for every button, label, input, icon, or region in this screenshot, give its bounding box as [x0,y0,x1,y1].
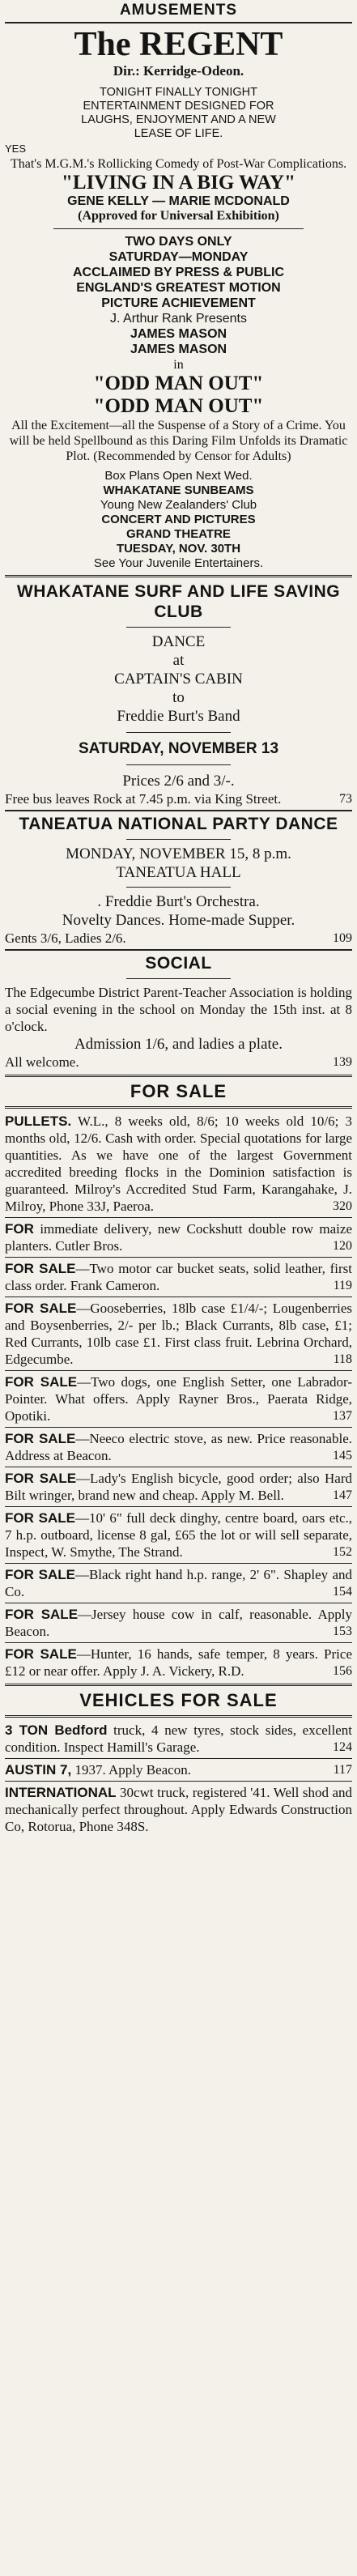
text-line: JAMES MASON [130,343,227,356]
orchestra-line: . Freddie Burt's Orchestra. [97,893,260,910]
classified-ad [5,1606,352,1640]
ad-number: 120 [333,1239,352,1253]
tonight-block [5,86,352,141]
classified-ad [5,1430,352,1464]
divider [126,978,231,979]
divider [5,1075,352,1077]
welcome-row [5,1054,352,1071]
ad-text: immediate delivery, new Cockshutt double row maize planters. Cutler Bros. [5,1221,352,1254]
ad-text: —Hunter, 16 hands, safe temper, 8 years. Price £12 or near offer. Apply J. A. Vickery, R.D. [5,1646,352,1679]
text-line: JAMES MASON [130,327,227,341]
film-description: All the Excitement—all the Suspense of a Story of a Crime. You will be held Spellbound as this Daring Film Unfolds its Dramatic Plot. (Recommended by Censor for Adults) [9,419,348,463]
box-plans-block [5,469,352,571]
divider [5,1506,352,1507]
ad-number: 117 [333,1763,352,1777]
text-line: at [172,652,185,669]
for-sale-list [5,1113,352,1680]
text-line: ACCLAIMED BY PRESS & PUBLIC [72,266,285,279]
divider [5,1715,352,1718]
text-line: GRAND THEATRE [126,527,231,541]
divider [5,1563,352,1564]
text-line: WHAKATANE SUNBEAMS [103,483,254,497]
text-line: DANCE [151,633,206,650]
theatre-name: The REGENT [74,26,283,63]
divider [126,732,231,733]
ad-number: 156 [333,1664,352,1678]
prices-line: Gents 3/6, Ladies 2/6. [5,930,126,946]
divider [5,1427,352,1428]
ad-heading: FOR SALE [5,1567,75,1582]
divider [5,810,352,811]
text-line: in [173,358,184,372]
ad-text: —Lady's English bicycle, good order; also Hard Bilt wringer, brand new and cheap. Apply M. Bell. [5,1471,352,1503]
classified-ad [5,1113,352,1215]
text-line: Box Plans Open Next Wed. [104,469,253,483]
classified-ad [5,1566,352,1600]
ad-number: 152 [333,1545,352,1559]
ad-number: 147 [333,1488,352,1502]
social-text: The Edgecumbe District Parent-Teacher Association is holding a social evening in the school on Monday the 15th inst. at 8 o'clock. [5,985,352,1034]
ad-heading: FOR SALE [5,1301,77,1316]
film-title: "ODD MAN OUT" [93,395,264,417]
text-line: J. Arthur Rank Presents [110,312,247,326]
ad-text: truck, 4 new tyres, stock sides, excellent condition. Inspect Hamill's Garage. [5,1722,352,1755]
ad-text: 30cwt truck, registered '41. Well shod and mechanically perfect throughout. Apply Edwards Construction Co, Rotorua, Phone 348S. [5,1785,352,1834]
ad-number: 73 [339,792,352,806]
welcome-line: All welcome. [5,1054,79,1070]
ad-heading: PULLETS. [5,1113,72,1129]
ad-heading: FOR SALE [5,1261,76,1276]
ad-text: —Black right hand h.p. range, 2' 6". Shapley and Co. [5,1567,352,1599]
ad-number: 139 [333,1055,352,1069]
classified-ad [5,1220,352,1254]
divider [126,627,231,628]
ad-heading: FOR SALE [5,1646,77,1662]
yes-line: YES [5,143,27,155]
stars-line: GENE KELLY — MARIE MCDONALD [67,194,290,208]
classified-ad [5,1470,352,1504]
ad-text: 1937. Apply Beacon. [71,1762,191,1778]
divider [5,1642,352,1643]
ad-heading: FOR SALE [5,1471,77,1486]
vehicles-list [5,1722,352,1835]
text-line: Young New Zealanders' Club [100,498,257,512]
hall-line: TANEATUA HALL [116,864,241,881]
director-line: Dir.: Kerridge-Odeon. [113,63,244,79]
social-title: SOCIAL [145,954,212,973]
taneatua-title: TANEATUA NATIONAL PARTY DANCE [19,815,338,833]
ad-text: —Gooseberries, 18lb case £1/4/-; Lougenberries and Boysenberries, 2/- per lb.; Black Currants, 8lb case, £1; Red Currants, 10lb case £1. First class fruit. Lebrina Orchard, Edgecumbe. [5,1301,352,1367]
social-ad [5,953,352,1071]
ad-heading: FOR SALE [5,1607,79,1622]
divider [5,1758,352,1759]
text-line: CAPTAIN'S CABIN [114,671,243,688]
divider [5,1781,352,1782]
ad-heading: AUSTIN 7, [5,1762,72,1778]
ad-text: —10' 6" full deck dinghy, centre board, oars etc., 7 h.p. outboard, license 8 gal, £65 the lot or will sell separate, Inspect, W. Smythe, The Strand. [5,1510,353,1560]
divider [5,949,352,951]
event-date: MONDAY, NOVEMBER 15, 8 p.m. [66,845,291,862]
ad-text: —Two motor car bucket seats, solid leather, first class order. Frank Cameron. [5,1261,353,1293]
divider [126,764,231,765]
ad-number: 109 [333,931,352,945]
ad-heading: FOR [5,1221,34,1237]
surf-club-title: WHAKATANE SURF AND LIFE SAVING CLUB [16,582,341,621]
text-line: LAUGHS, ENJOYMENT AND A NEW [81,113,276,126]
text-line: CONCERT AND PICTURES [101,513,256,526]
divider [5,1684,352,1686]
ad-heading: 3 TON Bedford [5,1722,108,1738]
divider [53,228,304,229]
divider [5,1370,352,1371]
text-line: ENGLAND'S GREATEST MOTION [76,281,281,295]
ad-heading: FOR SALE [5,1374,78,1390]
ad-number: 320 [333,1199,352,1213]
ad-heading: FOR SALE [5,1510,75,1526]
divider [5,1217,352,1218]
divider [126,839,231,840]
text-line: PICTURE ACHIEVEMENT [101,296,256,310]
film-title: "ODD MAN OUT" [93,373,264,394]
ad-text: W.L., 8 weeks old, 8/6; 10 weeks old 10/6; 3 months old, 12/6. Cash with order. Special quotations for large quantities. As we have one of the largest Government accredited breeding flocks in the Dominion satisfaction is guaranteed. Milroy's Accredited Stud Farm, Karangahake, J. Milroy, Phone 33J, Paeroa. [5,1113,352,1214]
section-header: AMUSEMENTS [119,2,238,19]
text-line: to [172,689,185,706]
bus-line [5,790,352,807]
event-date: SATURDAY, NOVEMBER 13 [78,740,279,757]
ad-number: 137 [333,1409,352,1423]
ad-text: —Jersey house cow in calf, reasonable. Apply Beacon. [5,1607,352,1639]
ad-number: 145 [333,1449,352,1463]
bus-text: Free bus leaves Rock at 7.45 p.m. via King Street. [5,791,282,807]
ad-number: 119 [333,1279,352,1292]
classified-ad [5,1722,352,1756]
taneatua-ad [5,814,352,947]
classified-ad [5,1784,352,1835]
text-line: Freddie Burt's Band [117,708,240,725]
ad-number: 154 [333,1585,352,1599]
text-line: ENTERTAINMENT DESIGNED FOR [83,100,274,113]
prices-row [5,930,352,947]
two-days-block [5,234,352,373]
text-line: LEASE OF LIFE. [134,127,223,140]
divider [5,1257,352,1258]
regent-ad [5,26,352,571]
text-line: TWO DAYS ONLY [125,235,232,249]
ad-number: 118 [333,1352,352,1366]
ad-heading: FOR SALE [5,1431,76,1446]
classified-ad [5,1509,352,1561]
ad-number: 153 [333,1624,352,1638]
ad-text: —Two dogs, one English Setter, one Labrador-Pointer. What offers. Apply Rayner Bros., Paerata Ridge, Opotiki. [5,1374,352,1424]
classified-ad [5,1373,352,1424]
text-line: See Your Juvenile Entertainers. [93,556,264,570]
classified-ad [5,1300,352,1368]
surf-club-ad [5,581,352,807]
divider [5,575,352,577]
novelty-line: Novelty Dances. Home-made Supper. [62,912,295,929]
classified-ad [5,1761,352,1778]
vehicles-header: VEHICLES FOR SALE [79,1690,278,1710]
for-sale-header: FOR SALE [130,1081,227,1101]
ad-number: 124 [333,1740,352,1754]
mgm-line: That's M.G.M.'s Rollicking Comedy of Post-War Complications. [10,157,347,171]
classified-ad [5,1260,352,1294]
text-line: TONIGHT FINALLY TONIGHT [100,86,257,99]
divider [5,1106,352,1109]
divider [5,22,352,23]
text-line: SATURDAY—MONDAY [108,250,249,264]
classified-ad [5,1646,352,1680]
text-line: TUESDAY, NOV. 30TH [116,542,241,556]
film-title: "LIVING IN A BIG WAY" [62,172,295,194]
approval-line: (Approved for Universal Exhibition) [78,209,279,223]
divider [126,887,231,888]
ad-heading: INTERNATIONAL [5,1785,117,1800]
admission-line: Admission 1/6, and ladies a plate. [74,1036,283,1053]
prices-line: Prices 2/6 and 3/-. [122,773,235,790]
ad-text: —Neeco electric stove, as new. Price reasonable. Address at Beacon. [5,1431,352,1463]
